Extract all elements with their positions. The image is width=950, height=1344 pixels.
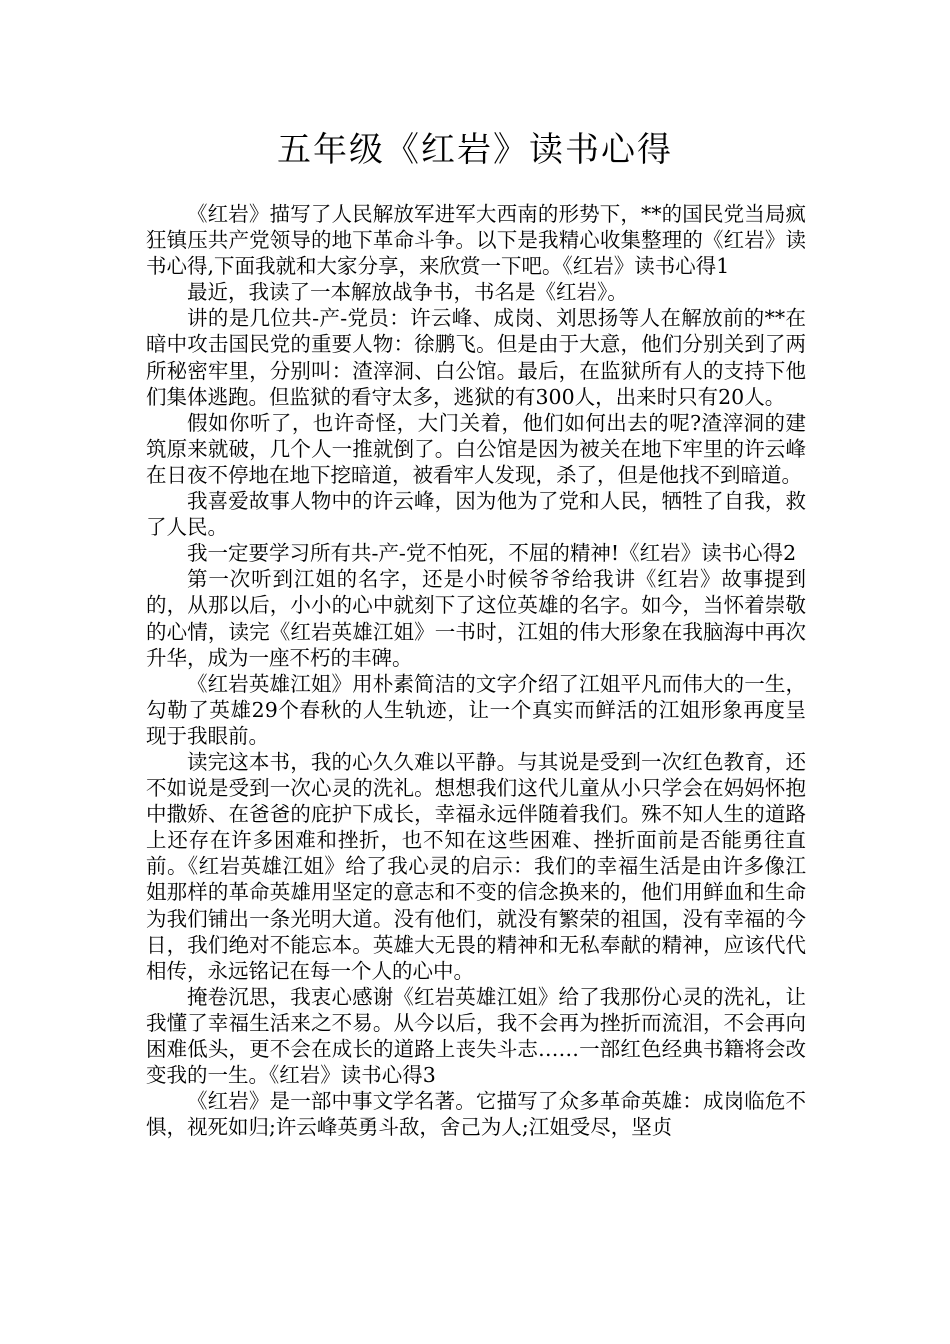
paragraph: 第一次听到江姐的名字，还是小时候爷爷给我讲《红岩》故事提到的，从那以后，小小的心中就刻下了这位英雄的名字。如今，当怀着崇敬的心情，读完《红岩英雄江姐》一书时，江姐的伟大形象在我脑海中再次升华，成为一座不朽的丰碑。 (146, 567, 806, 670)
paragraph: 《红岩》是一部中事文学名著。它描写了众多革命英雄：成岗临危不惧，视死如归;许云峰英勇斗敌，舍己为人;江姐受尽，坚贞 (146, 1089, 806, 1140)
document-title: 五年级《红岩》读书心得 (277, 130, 673, 170)
paragraph: 假如你听了，也许奇怪，大门关着，他们如何出去的呢?渣滓洞的建筑原来就破，几个人一推就倒了。白公馆是因为被关在地下牢里的许云峰在日夜不停地在地下挖暗道，被看牢人发现，杀了，但是他找不到暗道。 (146, 410, 806, 487)
paragraph: 掩卷沉思，我衷心感谢《红岩英雄江姐》给了我那份心灵的洗礼，让我懂了幸福生活来之不易。从今以后，我不会再为挫折而流泪，不会再向困难低头，更不会在成长的道路上丧失斗志……一部红色经典书籍将会改变我的一生。《红岩》读书心得3 (146, 984, 806, 1088)
paragraph: 《红岩英雄江姐》用朴素简洁的文字介绍了江姐平凡而伟大的一生，勾勒了英雄29个春秋的人生轨迹，让一个真实而鲜活的江姐形象再度呈现于我眼前。 (146, 671, 806, 748)
paragraph: 我喜爱故事人物中的许云峰，因为他为了党和人民，牺牲了自我，救了人民。 (146, 489, 806, 540)
paragraph-intro: 《红岩》描写了人民解放军进军大西南的形势下，**的国民党当局疯狂镇压共产党领导的地下革命斗争。以下是我精心收集整理的《红岩》读书心得,下面我就和大家分享，来欣赏一下吧。《红岩》读书心得1 (146, 202, 806, 279)
paragraph: 最近，我读了一本解放战争书，书名是《红岩》。 (187, 280, 628, 305)
paragraph: 读完这本书，我的心久久难以平静。与其说是受到一次红色教育，还不如说是受到一次心灵的洗礼。想想我们这代儿童从小只学会在妈妈怀抱中撒娇、在爸爸的庇护下成长，幸福永远伴随着我们。殊不知人生的道路上还存在许多困难和挫折，也不知在这些困难、挫折面前是否能勇往直前。《红岩英雄江姐》给了我心灵的启示：我们的幸福生活是由许多像江姐那样的革命英雄用坚定的意志和不变的信念换来的，他们用鲜血和生命为我们铺出一条光明大道。没有他们，就没有繁荣的祖国，没有幸福的今日，我们绝对不能忘本。英雄大无畏的精神和无私奉献的精神，应该代代相传，永远铭记在每一个人的心中。 (146, 749, 806, 983)
paragraph: 我一定要学习所有共-产-党不怕死，不屈的精神!《红岩》读书心得2 (187, 541, 797, 566)
document-body (146, 201, 806, 1140)
paragraph: 讲的是几位共-产-党员：许云峰、成岗、刘思扬等人在解放前的**在暗中攻击国民党的重要人物：徐鹏飞。但是由于大意，他们分别关到了两所秘密牢里，分别叫：渣滓洞、白公馆。最后，在监狱所有人的支持下他们集体逃跑。但监狱的看守太多，逃狱的有300人，出来时只有20人。 (146, 306, 806, 409)
